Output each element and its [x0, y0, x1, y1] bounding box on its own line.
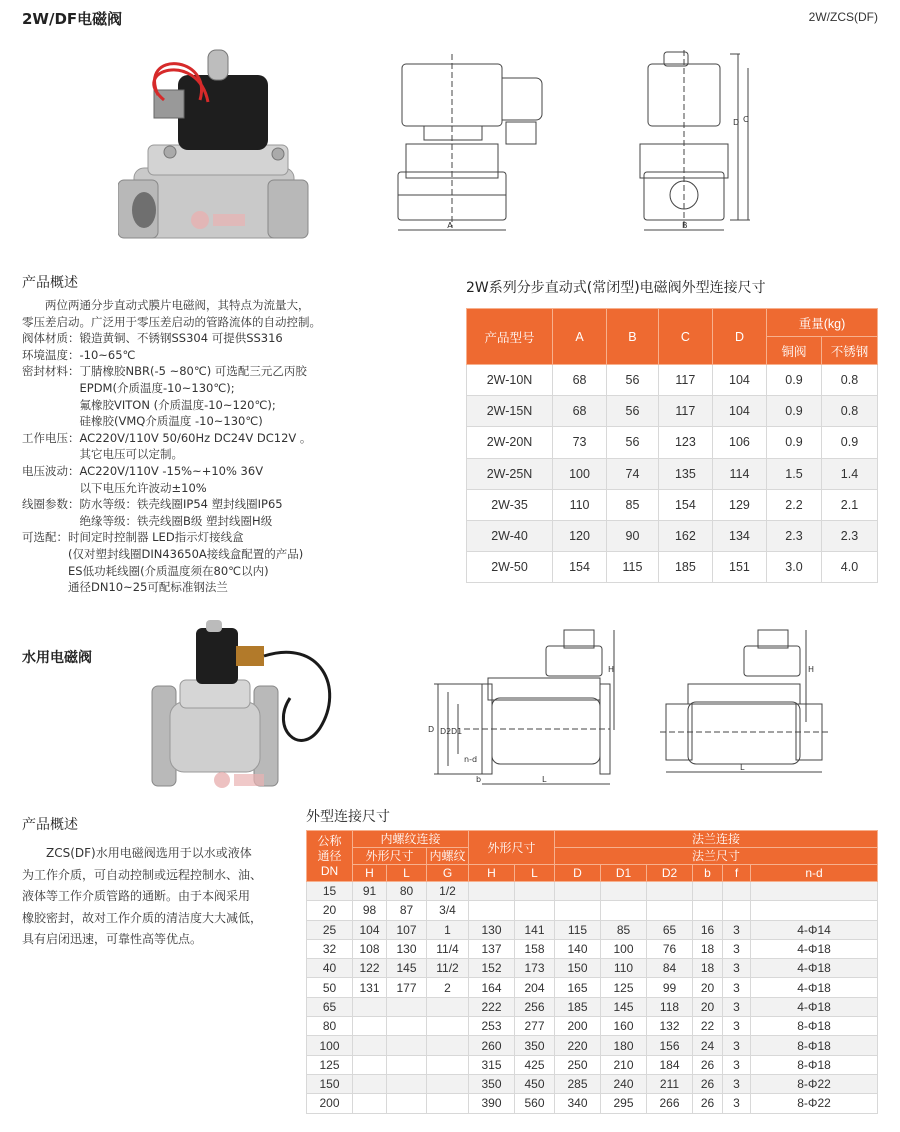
dimension-table-2w: [466, 308, 878, 583]
table-cell: 253: [469, 1017, 515, 1036]
table-cell: 160: [601, 1017, 647, 1036]
table-cell: 80: [307, 1017, 353, 1036]
table-cell: 4-Φ18: [751, 997, 878, 1016]
svg-text:H: H: [808, 665, 815, 674]
table-cell: 20: [693, 997, 723, 1016]
table-cell: [647, 882, 693, 901]
svg-text:n-d: n-d: [464, 755, 478, 764]
table-cell: 122: [353, 959, 387, 978]
table-cell: 4-Φ18: [751, 978, 878, 997]
table-cell: 91: [353, 882, 387, 901]
table-cell: [353, 1074, 387, 1093]
table-cell: 65: [647, 920, 693, 939]
table-cell: 4.0: [822, 552, 878, 583]
col-steel: 不锈钢: [822, 337, 878, 365]
svg-text:L: L: [542, 775, 547, 784]
table-cell: 2.3: [822, 520, 878, 551]
table-cell: 8-Φ18: [751, 1036, 878, 1055]
table-cell: 154: [658, 489, 712, 520]
col-nd: n-d: [751, 865, 878, 882]
svg-text:D: D: [428, 725, 435, 734]
description-line: 液体等工作介质管路的通断。由于本阀采用: [22, 889, 251, 903]
table-cell: 100: [601, 939, 647, 958]
description-line: 橡胶密封，故对工作介质的清洁度大大减低，: [22, 910, 263, 925]
table-cell: 200: [307, 1094, 353, 1113]
col-outer-dim2: 外形尺寸: [469, 831, 555, 865]
table-cell: 2W-10N: [467, 365, 553, 396]
svg-text:H: H: [608, 665, 615, 674]
table-cell: 2.2: [767, 489, 822, 520]
col-d1: D1: [601, 865, 647, 882]
description-line: ES低功耗线圈(介质温度须在80℃以内): [22, 563, 269, 578]
col-weight: 重量(kg): [767, 309, 878, 337]
col-fd: D: [555, 865, 601, 882]
table-cell: [601, 901, 647, 920]
table-row: [467, 365, 878, 396]
table-cell: 26: [693, 1094, 723, 1113]
table-cell: 3/4: [427, 901, 469, 920]
table-row: [307, 997, 878, 1016]
table-cell: 110: [553, 489, 607, 520]
table-cell: 1/2: [427, 882, 469, 901]
col-b: b: [693, 865, 723, 882]
table-cell: 0.9: [767, 396, 822, 427]
table-cell: 26: [693, 1055, 723, 1074]
table-cell: 285: [555, 1074, 601, 1093]
table-cell: 85: [601, 920, 647, 939]
table-cell: 2W-20N: [467, 427, 553, 458]
table-cell: 130: [469, 920, 515, 939]
table-cell: 204: [515, 978, 555, 997]
table-cell: 135: [658, 458, 712, 489]
table-cell: 1.5: [767, 458, 822, 489]
col-f: f: [723, 865, 751, 882]
table-row: [467, 396, 878, 427]
table-cell: 132: [647, 1017, 693, 1036]
table-cell: 110: [601, 959, 647, 978]
table-cell: 350: [515, 1036, 555, 1055]
table-cell: 20: [307, 901, 353, 920]
table-cell: [387, 1055, 427, 1074]
description-line: EPDM(介质温度-10~130℃);: [22, 380, 235, 395]
col-flange-conn: 法兰连接: [555, 831, 878, 848]
table-cell: 65: [307, 997, 353, 1016]
table-cell: 425: [515, 1055, 555, 1074]
col-d: D: [712, 309, 766, 365]
table-row: [307, 978, 878, 997]
table-cell: 162: [658, 520, 712, 551]
dimension-table-zcs: [306, 830, 878, 1114]
table-row: [467, 489, 878, 520]
brand-watermark-icon: [214, 772, 264, 788]
table-cell: 50: [307, 978, 353, 997]
svg-text:b: b: [476, 775, 482, 784]
description-line: 通径DN10~25可配标准钢法兰: [22, 580, 228, 595]
table-cell: 99: [647, 978, 693, 997]
table-row: [307, 882, 878, 901]
description-line: 工作电压：AC220V/110V 50/60Hz DC24V DC12V 。: [22, 430, 312, 445]
table-cell: 16: [693, 920, 723, 939]
table-cell: 4-Φ14: [751, 920, 878, 939]
table-cell: 256: [515, 997, 555, 1016]
table-cell: [693, 882, 723, 901]
table-cell: 154: [553, 552, 607, 583]
table-cell: 315: [469, 1055, 515, 1074]
section-heading: 产品概述: [22, 275, 78, 291]
table-cell: 4-Φ18: [751, 939, 878, 958]
table-cell: 3: [723, 939, 751, 958]
table-cell: 104: [353, 920, 387, 939]
table-cell: [555, 901, 601, 920]
table-cell: 40: [307, 959, 353, 978]
table-cell: 180: [601, 1036, 647, 1055]
table-cell: 117: [658, 365, 712, 396]
table-cell: 11/4: [427, 939, 469, 958]
col-l2: L: [515, 865, 555, 882]
table-cell: 2: [427, 978, 469, 997]
table-cell: [515, 901, 555, 920]
table-row: [307, 1036, 878, 1055]
table-cell: 4-Φ18: [751, 959, 878, 978]
description-line: 线圈参数：防水等级：铁壳线圈IP54 塑封线圈IP65: [22, 497, 283, 512]
table-row: [467, 520, 878, 551]
table-cell: 2W-35: [467, 489, 553, 520]
col-a: A: [553, 309, 607, 365]
table-cell: 106: [712, 427, 766, 458]
table-cell: [427, 1036, 469, 1055]
table-cell: 1.4: [822, 458, 878, 489]
table-cell: 3: [723, 1036, 751, 1055]
table-cell: [387, 1094, 427, 1113]
table-cell: [387, 997, 427, 1016]
section2-heading: 产品概述: [22, 817, 78, 833]
table-cell: 76: [647, 939, 693, 958]
table-cell: 84: [647, 959, 693, 978]
table-cell: [353, 1094, 387, 1113]
table-cell: 56: [607, 396, 659, 427]
description-line: 绝缘等级：铁壳线圈B级 塑封线圈H级: [22, 513, 273, 528]
table-cell: 0.9: [822, 427, 878, 458]
table-cell: 115: [555, 920, 601, 939]
col-h: H: [353, 865, 387, 882]
table-cell: 340: [555, 1094, 601, 1113]
table-cell: 141: [515, 920, 555, 939]
table-cell: 211: [647, 1074, 693, 1093]
valve-photo-zcs: [150, 618, 350, 803]
drawing-zcs-threaded: [660, 622, 830, 792]
table-cell: 56: [607, 365, 659, 396]
table-cell: 3: [723, 1074, 751, 1093]
description-line: ZCS(DF)水用电磁阀选用于以水或液体: [22, 846, 252, 860]
table-cell: 85: [607, 489, 659, 520]
table-cell: 2.3: [767, 520, 822, 551]
table-row: [307, 939, 878, 958]
col-c: C: [658, 309, 712, 365]
col-d2: D2: [647, 865, 693, 882]
table-cell: 125: [601, 978, 647, 997]
table-cell: 56: [607, 427, 659, 458]
valve-photo-2w: [118, 40, 318, 255]
col-h2: H: [469, 865, 515, 882]
table-cell: [555, 882, 601, 901]
col-flange-dim: 法兰尺寸: [555, 848, 878, 865]
table-cell: 114: [712, 458, 766, 489]
table-cell: 3.0: [767, 552, 822, 583]
table-cell: 98: [353, 901, 387, 920]
table-cell: 1: [427, 920, 469, 939]
table-cell: [469, 882, 515, 901]
table-cell: 130: [387, 939, 427, 958]
table-row: [467, 552, 878, 583]
description-line: 环境温度：-10~65℃: [22, 347, 136, 362]
table-cell: 22: [693, 1017, 723, 1036]
table-cell: [387, 1017, 427, 1036]
table-cell: [353, 1017, 387, 1036]
col-inner-thread: 内螺纹: [427, 848, 469, 865]
table-cell: 68: [553, 365, 607, 396]
table-cell: [515, 882, 555, 901]
table-cell: 20: [693, 978, 723, 997]
table-row: [307, 1094, 878, 1113]
table-row: [467, 427, 878, 458]
table-cell: 25: [307, 920, 353, 939]
drawing-2w-side: [630, 50, 760, 240]
table-cell: [353, 1036, 387, 1055]
table-cell: [427, 1094, 469, 1113]
description-line: 阀体材质：锻造黄铜、不锈钢SS304 可提供SS316: [22, 331, 283, 346]
table-cell: 8-Φ18: [751, 1055, 878, 1074]
table-cell: 200: [555, 1017, 601, 1036]
table-cell: 2.1: [822, 489, 878, 520]
table-cell: 100: [307, 1036, 353, 1055]
product-description-2: [22, 843, 302, 951]
description-line: 具有启闭迅速，可靠性高等优点。: [22, 932, 203, 946]
table-cell: 108: [353, 939, 387, 958]
table-cell: 104: [712, 396, 766, 427]
table-cell: 350: [469, 1074, 515, 1093]
table-cell: 118: [647, 997, 693, 1016]
table-cell: 87: [387, 901, 427, 920]
table-cell: 8-Φ22: [751, 1074, 878, 1093]
table-cell: 131: [353, 978, 387, 997]
col-model: 产品型号: [467, 309, 553, 365]
table-cell: 185: [658, 552, 712, 583]
table-cell: 222: [469, 997, 515, 1016]
table-cell: 0.9: [767, 427, 822, 458]
table-row: [307, 959, 878, 978]
table-cell: 2W-25N: [467, 458, 553, 489]
table-cell: 140: [555, 939, 601, 958]
drawing-zcs-flanged: [424, 622, 624, 792]
description-line: (仅对塑封线圈DIN43650A接线盒配置的产品): [22, 546, 304, 561]
col-dn: 公称 通径 DN: [307, 831, 353, 882]
table-cell: 3: [723, 1094, 751, 1113]
table-cell: [387, 1074, 427, 1093]
table-cell: 277: [515, 1017, 555, 1036]
description-line: 零压差启动。广泛用于零压差启动的管路流体的自动控制。: [22, 314, 321, 329]
table-cell: 107: [387, 920, 427, 939]
table-cell: [427, 1074, 469, 1093]
table-cell: 3: [723, 920, 751, 939]
svg-text:C: C: [743, 115, 749, 124]
table-cell: 68: [553, 396, 607, 427]
table-row: [307, 920, 878, 939]
drawing-2w-front: [394, 50, 554, 240]
table-cell: 158: [515, 939, 555, 958]
table-row: [307, 1017, 878, 1036]
table-cell: 100: [553, 458, 607, 489]
product-description: [22, 297, 362, 596]
table-cell: [647, 901, 693, 920]
table-cell: 8-Φ22: [751, 1094, 878, 1113]
table-cell: 0.8: [822, 365, 878, 396]
col-thread-conn: 内螺纹连接: [353, 831, 469, 848]
table-cell: 117: [658, 396, 712, 427]
table-cell: [723, 882, 751, 901]
table-cell: 73: [553, 427, 607, 458]
table-cell: 165: [555, 978, 601, 997]
col-l: L: [387, 865, 427, 882]
description-line: 其它电压可以定制。: [22, 447, 183, 462]
table-cell: 134: [712, 520, 766, 551]
section2-title: 水用电磁阀: [22, 650, 92, 666]
table-cell: 152: [469, 959, 515, 978]
col-g: G: [427, 865, 469, 882]
table-cell: 125: [307, 1055, 353, 1074]
table-cell: 260: [469, 1036, 515, 1055]
table-cell: 266: [647, 1094, 693, 1113]
table-cell: 210: [601, 1055, 647, 1074]
table-cell: [751, 901, 878, 920]
table-cell: 2W-15N: [467, 396, 553, 427]
svg-text:D: D: [733, 118, 740, 127]
description-line: 以下电压允许波动±10%: [22, 480, 207, 495]
table-cell: 173: [515, 959, 555, 978]
table-cell: 11/2: [427, 959, 469, 978]
table-cell: 150: [555, 959, 601, 978]
table-cell: [751, 882, 878, 901]
table-cell: 185: [555, 997, 601, 1016]
table-cell: 3: [723, 997, 751, 1016]
table-cell: 104: [712, 365, 766, 396]
svg-text:D2: D2: [440, 727, 452, 736]
table-cell: 24: [693, 1036, 723, 1055]
svg-text:D1: D1: [451, 727, 463, 736]
model-code: 2W/ZCS(DF): [808, 10, 878, 24]
table-cell: 120: [553, 520, 607, 551]
table-cell: 26: [693, 1074, 723, 1093]
table-cell: 80: [387, 882, 427, 901]
svg-text:B: B: [682, 221, 688, 230]
table-cell: 115: [607, 552, 659, 583]
table-cell: 220: [555, 1036, 601, 1055]
table-cell: 0.8: [822, 396, 878, 427]
table-cell: 145: [601, 997, 647, 1016]
table1-title: 2W系列分步直动式(常闭型)电磁阀外型连接尺寸: [466, 280, 766, 296]
table-cell: 74: [607, 458, 659, 489]
col-b: B: [607, 309, 659, 365]
table-row: [307, 1074, 878, 1093]
table-cell: 90: [607, 520, 659, 551]
table-cell: [427, 1017, 469, 1036]
table-cell: [387, 1036, 427, 1055]
description-line: 两位两通分步直动式膜片电磁阀，其特点为流量大，: [22, 298, 310, 312]
table-cell: 18: [693, 939, 723, 958]
col-copper: 铜阀: [767, 337, 822, 365]
description-line: 可选配：时间定时控制器 LED指示灯接线盒: [22, 530, 244, 545]
table2-title: 外型连接尺寸: [306, 809, 390, 825]
table-cell: 164: [469, 978, 515, 997]
table-cell: 129: [712, 489, 766, 520]
table-cell: 3: [723, 959, 751, 978]
table-cell: [693, 901, 723, 920]
table-row: [467, 458, 878, 489]
table-cell: [427, 1055, 469, 1074]
table-cell: [353, 997, 387, 1016]
table-cell: 450: [515, 1074, 555, 1093]
page-title: 2W/DF电磁阀: [22, 10, 123, 28]
description-line: 氟橡胶VITON (介质温度-10~120℃);: [22, 397, 276, 412]
table-cell: 150: [307, 1074, 353, 1093]
table-cell: 15: [307, 882, 353, 901]
table-cell: 18: [693, 959, 723, 978]
table-cell: 151: [712, 552, 766, 583]
description-line: 电压波动：AC220V/110V -15%~+10% 36V: [22, 463, 264, 478]
description-line: 硅橡胶(VMQ介质温度 -10~130℃): [22, 414, 263, 429]
svg-text:L: L: [740, 763, 745, 772]
table-cell: 0.9: [767, 365, 822, 396]
table-cell: 3: [723, 1055, 751, 1074]
description-line: 为工作介质，可自动控制或远程控制水、油、: [22, 867, 263, 882]
table-cell: 137: [469, 939, 515, 958]
table-row: [307, 1055, 878, 1074]
table-cell: 250: [555, 1055, 601, 1074]
table-cell: 3: [723, 1017, 751, 1036]
table-cell: 32: [307, 939, 353, 958]
table-cell: 2W-40: [467, 520, 553, 551]
table-cell: 8-Φ18: [751, 1017, 878, 1036]
table-cell: 145: [387, 959, 427, 978]
svg-text:A: A: [447, 221, 453, 230]
table-cell: 177: [387, 978, 427, 997]
table-cell: [353, 1055, 387, 1074]
table-cell: [469, 901, 515, 920]
description-line: 密封材料：丁腈橡胶NBR(-5 ~80℃) 可选配三元乙丙胶: [22, 364, 307, 379]
table-cell: 123: [658, 427, 712, 458]
table-cell: [427, 997, 469, 1016]
table-cell: 390: [469, 1094, 515, 1113]
table-cell: 184: [647, 1055, 693, 1074]
table-row: [307, 901, 878, 920]
table-cell: 2W-50: [467, 552, 553, 583]
table-cell: [601, 882, 647, 901]
table-cell: 560: [515, 1094, 555, 1113]
col-outer-dim: 外形尺寸: [353, 848, 427, 865]
table-cell: 156: [647, 1036, 693, 1055]
table-cell: 295: [601, 1094, 647, 1113]
table-cell: [723, 901, 751, 920]
table-cell: 240: [601, 1074, 647, 1093]
table-cell: 3: [723, 978, 751, 997]
